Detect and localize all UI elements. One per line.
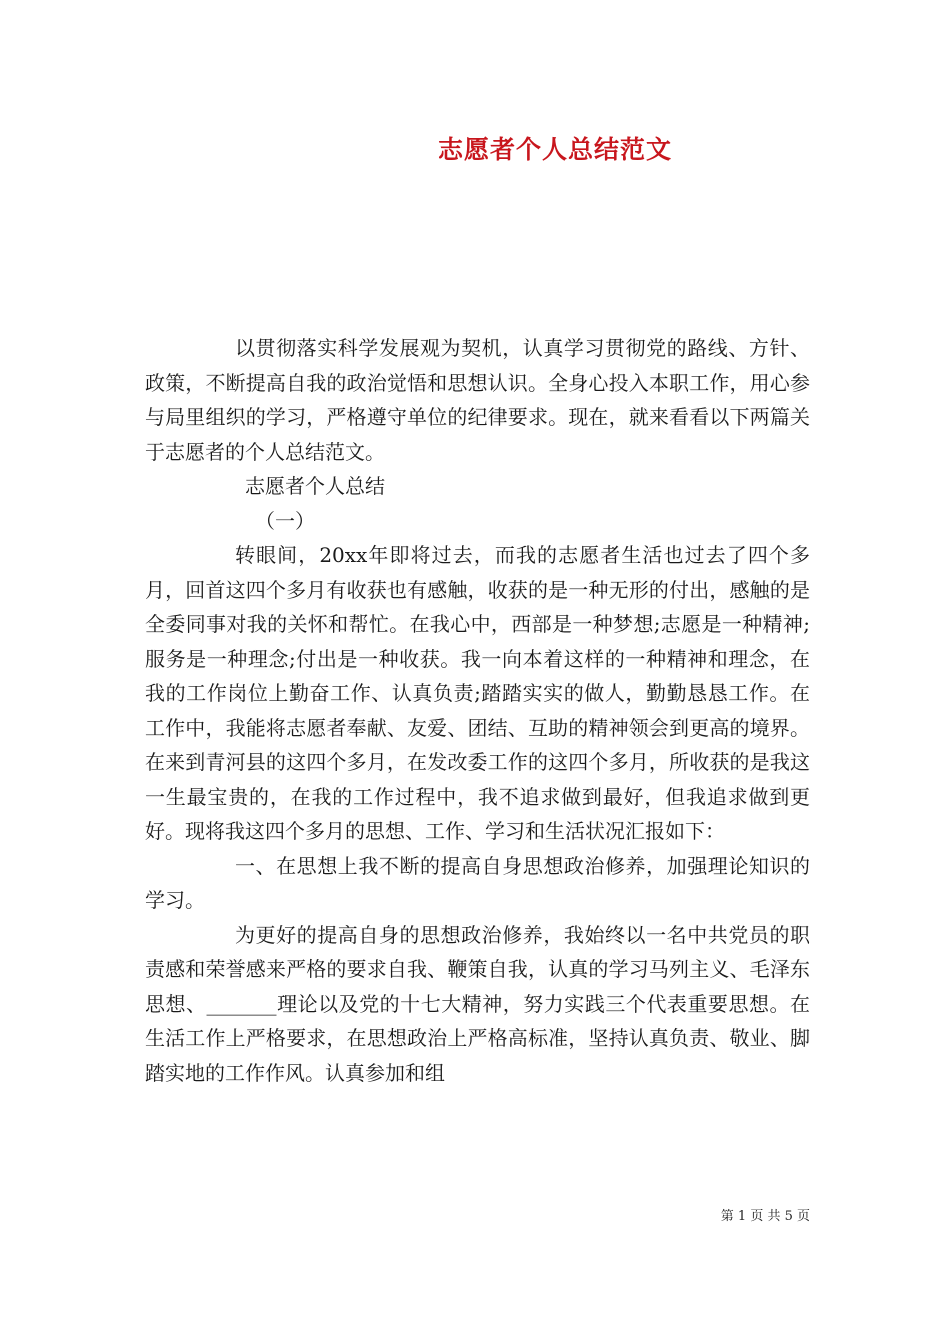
body-paragraph: 转眼间，20xx年即将过去，而我的志愿者生活也过去了四个多月，回首这四个多月有收获也有感触，收获的是一种无形的付出，感触的是全委同事对我的关怀和帮忙。在我心中，西部是一种梦想;志愿是一种精神;服务是一种理念;付出是一种收获。我一向本着这样的一种精神和理念，在我的工作岗位上勤奋工作、认真负责;踏踏实实的做人，勤勤恳恳工作。在工作中，我能将志愿者奉献、友爱、团结、互助的精神领会到更高的境界。在来到青河县的这四个多月，在发改委工作的这四个多月，所收获的是我这一生最宝贵的，在我的工作过程中，我不追求做到最好，但我追求做到更好。现将我这四个多月的思想、工作、学习和生活状况汇报如下：: [145, 543, 810, 843]
document-body: [145, 331, 810, 1090]
body-paragraph: 为更好的提高自身的思想政治修养，我始终以一名中共党员的职责感和荣誉感来严格的要求自我、鞭策自我，认真的学习马列主义、毛泽东思想、_______理论以及党的十七大精神，努力实践三个代表重要思想。在生活工作上严格要求，在思想政治上严格高标准，坚持认真负责、敬业、脚踏实地的工作作风。认真参加和组: [145, 922, 810, 1085]
document-title: 志愿者个人总结范文: [437, 135, 672, 164]
section-number: （一）: [255, 508, 315, 533]
section-heading: 志愿者个人总结: [245, 474, 385, 498]
subsection-heading: 一、在思想上我不断的提高自身思想政治修养，加强理论知识的学习。: [145, 853, 810, 912]
intro-paragraph: 以贯彻落实科学发展观为契机，认真学习贯彻党的路线、方针、政策，不断提高自我的政治觉悟和思想认识。全身心投入本职工作，用心参与局里组织的学习，严格遵守单位的纪律要求。现在，就来看看以下两篇关于志愿者的个人总结范文。: [145, 336, 810, 464]
page-number: 第 1 页 共 5 页: [720, 1209, 810, 1224]
